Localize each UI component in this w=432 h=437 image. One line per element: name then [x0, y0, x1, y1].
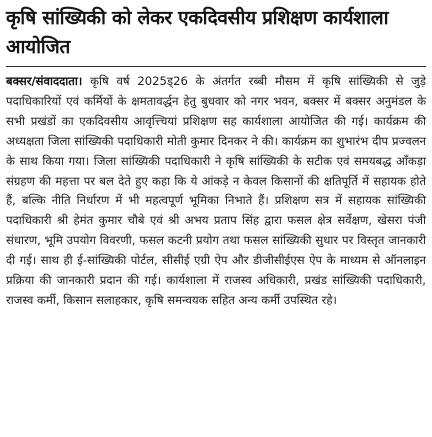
- article-headline: कृषि सांख्यिकी को लेकर एकदिवसीय प्रशिक्षण कार्यशाला आयोजित: [6, 7, 389, 58]
- article-byline: बक्सर/संवाददाता: [6, 74, 78, 88]
- byline-separator: ।: [77, 74, 83, 88]
- article-body-paragraph: [6, 72, 426, 311]
- headline-divider: [6, 66, 426, 67]
- article-body-text: कृषि वर्ष 2025ड्26 के अंतर्गत रब्बी मौसम में कृषि सांख्यिकी से जुड़े पदाधिकारियों एवं कर्मियों के क्षमतावर्द्धन हेतु बुधवार को नगर भवन, बक्सर में बक्सर अनुमंडल के सभी प्रखंडों का एकदिवसीय आवृत्त्चियां प्रशिक्षण सह कार्यशाला आयोजित की गई। कार्यक्रम की अध्यक्षता जिला सांख्यिकी पदाधिकारी मोती कुमार दिनकर ने की। कार्यक्रम का शुभारंभ दीप प्रज्वलन के साथ किया गया। जिला सांख्यिकी पदाधिकारी ने कृषि सांख्यिकी के सटीक एवं समयबद्ध आँकड़ा संग्रहण की महत्ता पर बल देते हुए कहा कि ये आंकड़े न केवल किसानों की क्षतिपूर्ति में सहायक होते हैं, बल्कि नीति निर्धारण में भी महत्वपूर्ण भूमिका निभाते हैं। प्रशिक्षण सत्र में सहायक सांख्यिकी पदाधिकारी श्री हेमंत कुमार चौबे एवं श्री अभय प्रताप सिंह द्वारा फसल क्षेत्र सर्वेक्षण, खेसरा पंजी संधारण, भूमि उपयोग विवरणी, फसल कटनी प्रयोग तथा फसल सांख्यिकी सुधार पर विस्तृत जानकारी दी गई। साथ ही ई-सांख्यिकी पोर्टल, सीसीई एग्री ऐप और डीजीसीईएस ऐप के माध्यम से ऑनलाइन प्रक्रिया की जानकारी प्रदान की गई। कार्यशाला में राजस्व अधिकारी, प्रखंड सांख्यिकी पदाधिकारी, राजस्व कर्मी, किसान सलाहकार, कृषि समन्वयक सहित अन्य कर्मी उपस्थित रहे।: [6, 74, 426, 307]
